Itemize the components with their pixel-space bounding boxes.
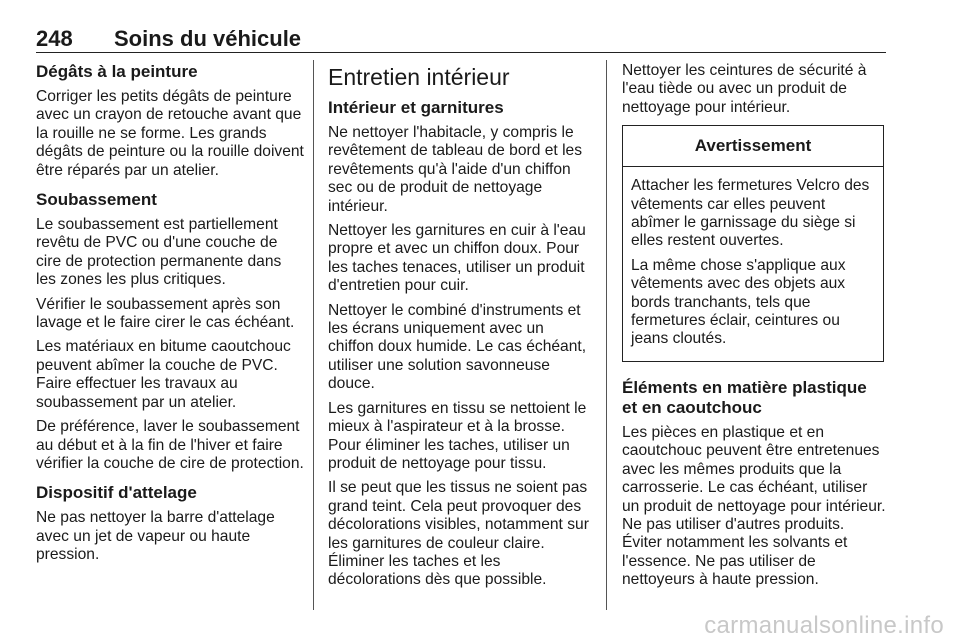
running-title: Soins du véhicule xyxy=(114,26,302,51)
column-divider-2 xyxy=(606,60,607,610)
interior-paragraph: Les garnitures en tissu se nettoient le mieux à l'aspirateur et à la brosse. Pour éliminer les taches, utiliser un produit de nettoyage pour tissu. xyxy=(328,399,587,472)
plastic-heading: Éléments en matière plastique et en caoutchouc xyxy=(622,377,867,417)
warning-paragraph: Attacher les fermetures Velcro des vêtements car elles peuvent abîmer le garnissage du siège si elles restent ouvertes. xyxy=(631,177,870,250)
underbody-heading: Soubassement xyxy=(36,190,157,210)
column-divider-1 xyxy=(313,60,314,610)
warning-paragraph: La même chose s'applique aux vêtements avec des objets aux bords tranchants, tels que fermetures éclair, ceintures ou jeans cloutés. xyxy=(631,256,846,348)
column-2 xyxy=(328,62,592,596)
plastic-text: Les pièces en plastique et en caoutchouc peuvent être entretenues avec les mêmes produits que la carrosserie. Le cas échéant, utiliser un produit de nettoyage pour intérieur. Ne pas utiliser d'autres produits. Éviter notamment les solvants et l'essence. Ne pas utiliser de nettoyeurs à haute pression. xyxy=(622,423,886,589)
paint-heading: Dégâts à la peinture xyxy=(36,62,198,81)
belts-text: Nettoyer les ceintures de sécurité à l'eau tiède ou avec un produit de nettoyage pour intérieur. xyxy=(622,62,867,116)
underbody-paragraph: Les matériaux en bitume caoutchouc peuvent abîmer la couche de PVC. Faire effectuer les travaux au soubassement par un atelier. xyxy=(36,338,291,411)
column-3 xyxy=(622,62,886,596)
main-heading: Entretien intérieur xyxy=(328,64,510,90)
towing-text: Ne pas nettoyer la barre d'attelage avec un jet de vapeur ou haute pression. xyxy=(36,509,275,564)
interior-paragraph: Ne nettoyer l'habitacle, y compris le revêtement de tableau de bord et les revêtements qu'à l'aide d'un chiffon sec ou de produit de nettoyage intérieur. xyxy=(328,124,582,215)
towing-heading: Dispositif d'attelage xyxy=(36,483,197,503)
warning-title: Avertissement xyxy=(623,126,883,167)
interior-paragraph: Nettoyer le combiné d'instruments et les écrans uniquement avec un chiffon doux humide. Le cas échéant, utiliser une solution savonneuse douce. xyxy=(328,301,587,393)
underbody-paragraph: De préférence, laver le soubassement au début et à la fin de l'hiver et faire vérifier la couche de cire de protection. xyxy=(36,418,304,472)
interior-paragraph: Nettoyer les garnitures en cuir à l'eau propre et avec un chiffon doux. Pour les taches tenaces, utiliser un produit d'entretien pour cuir. xyxy=(328,222,586,295)
page-number: 248 xyxy=(36,26,73,51)
page-header xyxy=(36,26,886,53)
warning-box xyxy=(622,125,884,362)
warning-body xyxy=(623,167,883,361)
underbody-paragraph: Le soubassement est partiellement revêtu de PVC ou d'une couche de cire de protection permanente dans les zones les plus critiques. xyxy=(36,216,282,289)
watermark: carmanualsonline.info xyxy=(704,612,944,639)
sub-heading: Intérieur et garnitures xyxy=(328,98,504,117)
interior-paragraph: Il se peut que les tissus ne soient pas grand teint. Cela peut provoquer des décolorations visibles, notamment sur les garnitures de couleur claire. Éliminer les taches et les décolorations dès que possible. xyxy=(328,479,589,589)
underbody-paragraph: Vérifier le soubassement après son lavage et le faire cirer le cas échéant. xyxy=(36,295,295,332)
column-1 xyxy=(36,62,304,571)
paint-text: Corriger les petits dégâts de peinture avec un crayon de retouche avant que la rouille ne se forme. Les grands dégâts de peinture ou la rouille doivent être réparés par un atelier. xyxy=(36,88,304,179)
